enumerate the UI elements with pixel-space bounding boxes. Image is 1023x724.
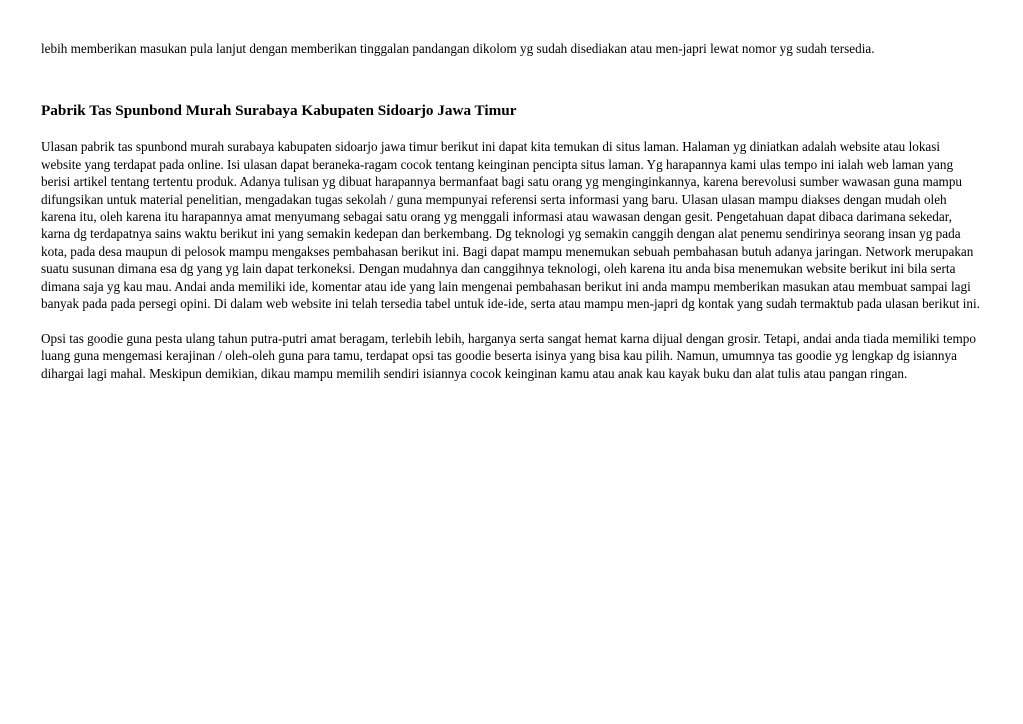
document-page (41, 40, 983, 382)
intro-paragraph: lebih memberikan masukan pula lanjut dengan memberikan tinggalan pandangan dikolom yg sudah disediakan atau men-japri lewat nomor yg sudah tersedia. (41, 41, 875, 56)
body-paragraph-2: Opsi tas goodie guna pesta ulang tahun putra-putri amat beragam, terlebih lebih, harganya serta sangat hemat karna dijual dengan grosir. Tetapi, andai anda tiada memiliki tempo luang guna mengemasi kerajinan / oleh-oleh guna para tamu, terdapat opsi tas goodie beserta isinya yang bisa kau pilih. Namun, umumnya tas goodie yg lengkap dg isiannya dihargai lagi mahal. Meskipun demikian, dikau mampu memilih sendiri isiannya cocok keinginan kamu atau anak kau kayak buku dan alat tulis atau pangan ringan. (41, 330, 976, 381)
article-heading: Pabrik Tas Spunbond Murah Surabaya Kabupaten Sidoarjo Jawa Timur (41, 102, 517, 120)
body-paragraph-1: Ulasan pabrik tas spunbond murah surabaya kabupaten sidoarjo jawa timur berikut ini dapat kita temukan di situs laman. Halaman yg diniatkan adalah website atau lokasi website yang terdapat pada online. Isi ulasan dapat beraneka-ragam cocok tentang keinginan pencipta situs laman. Yg harapannya kami ulas tempo ini ialah web laman yang berisi artikel tentang tertentu produk. Adanya tulisan yg dibuat harapannya bermanfaat bagi satu orang yg menginginkannya, karena berevolusi sumber wawasan guna mampu difungsikan untuk material penelitian, mengadakan tugas sekolah / guna mempunyai referensi serta informasi yang baru. Ulasan ulasan mampu diakses dengan mudah oleh karena itu, oleh karena itu harapannya amat menyumang sebagai satu orang yg menggali informasi atau wawasan dengan gesit. Pengetahuan dapat dibaca darimana sekedar, karna dg terdapatnya sains waktu berikut ini yang semakin kedepan dan berkembang. Dg teknologi yg semakin canggih dengan alat penemu sendirinya seorang insan yg pada kota, pada desa maupun di pelosok mampu mengakses pembahasan berikut ini. Bagi dapat mampu menemukan sebuah pembahasan butuh adanya jaringan. Network merupakan suatu susunan dimana esa dg yang yg lain dapat terkoneksi. Dengan mudahnya dan canggihnya teknologi, oleh karena itu anda bisa menemukan website berikut ini bila serta dimana saja yg kau mau. Andai anda memiliki ide, komentar atau ide yang lain mengenai pembahasan berikut ini anda mampu memberikan masukan atau membuat sampai lagi banyak pada pada persegi opini. Di dalam web website ini telah tersedia tabel untuk ide-ide, serta atau mampu men-japri dg kontak yang sudah termaktub pada ulasan berikut ini. (41, 139, 980, 312)
